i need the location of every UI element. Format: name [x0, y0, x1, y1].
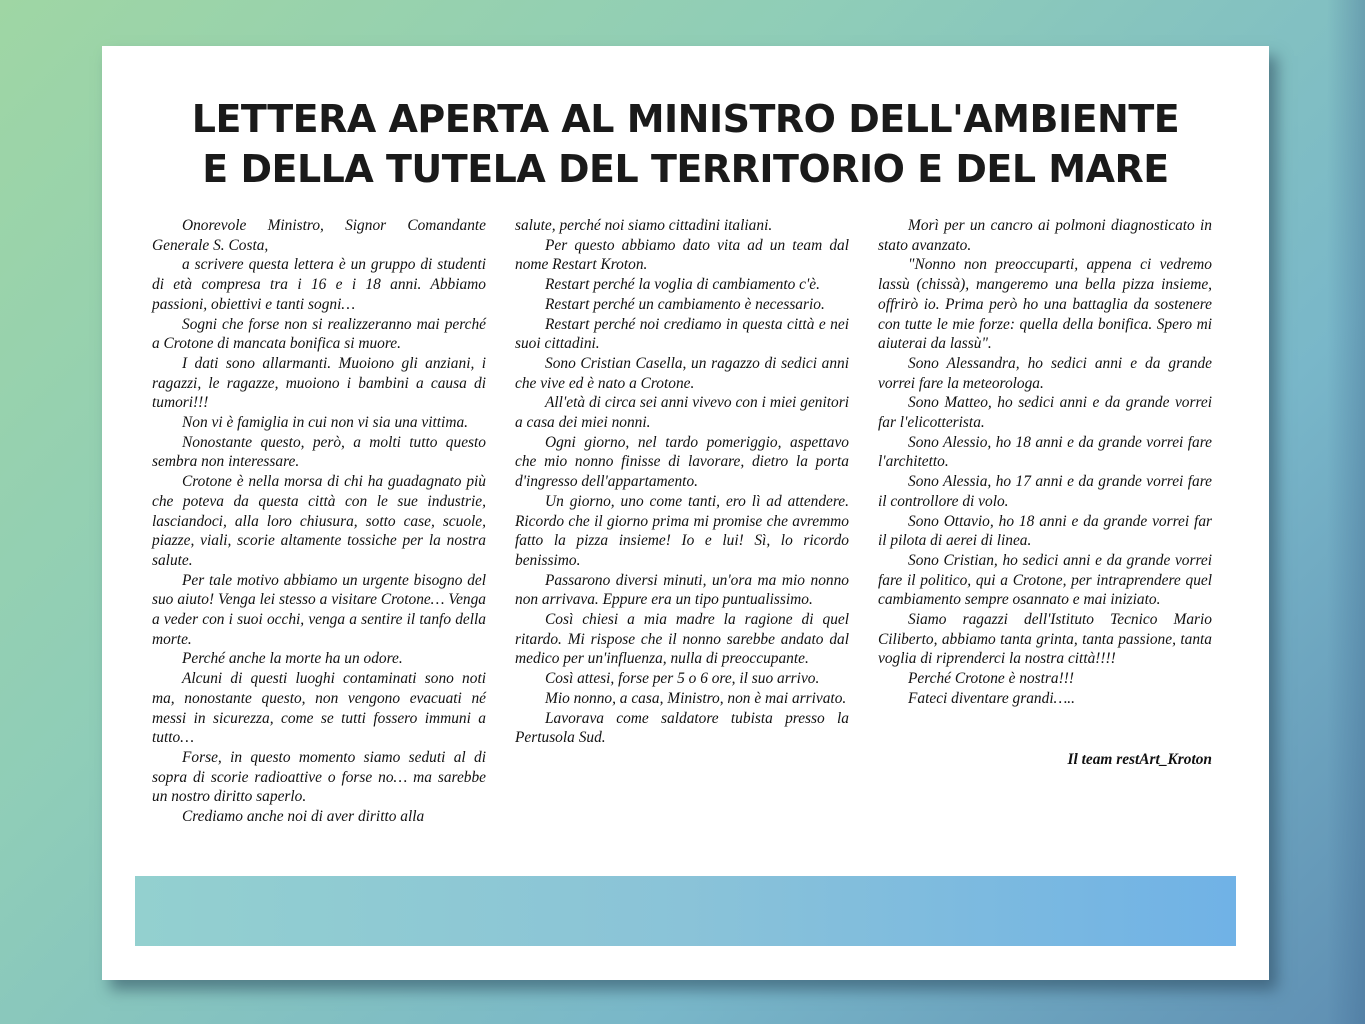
paragraph: Crotone è nella morsa di chi ha guadagnato più che poteva da questa città con le sue industrie, lasciandoci, alla loro chiusura, sotto case, scuole, piazze, viali, scorie altamente tossiche per la nostra salute.: [152, 473, 486, 569]
paragraph: Sono Alessia, ho 17 anni e da grande vorrei fare il controllore di volo.: [878, 473, 1212, 510]
paragraph: Forse, in questo momento siamo seduti al di sopra di scorie radioattive o forse no… ma sarebbe un nostro diritto saperlo.: [152, 748, 486, 806]
paragraph: salute, perché noi siamo cittadini italiani.: [515, 217, 773, 234]
column-2: [515, 216, 849, 748]
paragraph: Restart perché noi crediamo in questa città e nei suoi cittadini.: [515, 315, 849, 353]
page-title: [102, 94, 1269, 194]
column-3: [878, 216, 1212, 769]
paragraph: Sono Ottavio, ho 18 anni e da grande vorrei far il pilota di aerei di linea.: [878, 512, 1212, 550]
letter-page: [102, 46, 1269, 980]
paragraph: Così chiesi a mia madre la ragione di quel ritardo. Mi rispose che il nonno sarebbe andato dal medico per un'influenza, nulla di preoccupante.: [515, 611, 849, 668]
paragraph: Per questo abbiamo dato vita ad un team dal nome Restart Kroton.: [515, 236, 849, 274]
paragraph: Ogni giorno, nel tardo pomeriggio, aspettavo che mio nonno finisse di lavorare, dietro la porta d'ingresso dell'appartamento.: [515, 433, 849, 491]
footer-color-band: [135, 876, 1236, 946]
paragraph: "Nonno non preoccuparti, appena ci vedremo lassù (chissà), mangeremo una bella pizza insieme, offrirò io. Prima però ho una battaglia da sostenere con tutte le mie forze: quella della bonifica. Spero mi aiuterai da lassù".: [878, 256, 1212, 353]
paragraph: Restart perché la voglia di cambiamento c'è.: [545, 276, 820, 294]
paragraph: I dati sono allarmanti. Muoiono gli anziani, i ragazzi, le ragazze, muoiono i bambini a causa di tumori!!!: [152, 354, 486, 412]
paragraph: Siamo ragazzi dell'Istituto Tecnico Mario Ciliberto, abbiamo tanta grinta, tanta passione, tanta voglia di riprenderci la nostra città!!!!: [878, 611, 1212, 668]
paragraph: Per tale motivo abbiamo un urgente bisogno del suo aiuto! Venga lei stesso a visitare Crotone… Venga a veder con i suoi occhi, venga a sentire il tanfo della morte.: [152, 571, 486, 648]
paragraph: Perché anche la morte ha un odore.: [182, 650, 403, 668]
paragraph: Mio nonno, a casa, Ministro, non è mai arrivato.: [545, 689, 847, 707]
paragraph: Perché Crotone è nostra!!!: [908, 670, 1074, 688]
paragraph: Sono Alessio, ho 18 anni e da grande vorrei fare l'architetto.: [878, 433, 1212, 471]
signature: Il team restArt_Kroton: [1067, 750, 1212, 768]
column-1: [152, 216, 486, 827]
paragraph: Un giorno, uno come tanti, ero lì ad attendere. Ricordo che il giorno prima mi promise che avremmo fatto la pizza insieme! Io e lui! Sì, lo ricordo benissimo.: [515, 492, 849, 569]
paragraph: Passarono diversi minuti, un'ora ma mio nonno non arrivava. Eppure era un tipo puntualissimo.: [515, 571, 849, 609]
paragraph: All'età di circa sei anni vivevo con i miei genitori a casa dei miei nonni.: [515, 394, 849, 432]
paragraph: Nonostante questo, però, a molti tutto questo sembra non interessare.: [152, 433, 486, 471]
paragraph: a scrivere questa lettera è un gruppo di studenti di età compresa tra i 16 e i 18 anni. Abbiamo passioni, obiettivi e tanti sogni…: [152, 256, 486, 313]
paragraph: Non vi è famiglia in cui non vi sia una vittima.: [182, 414, 468, 432]
paragraph: Morì per un cancro ai polmoni diagnosticato in stato avanzato.: [878, 217, 1212, 254]
background-edge: [1327, 0, 1365, 1024]
paragraph: Sogni che forse non si realizzeranno mai perché a Crotone di mancata bonifica si muore.: [152, 315, 486, 353]
title-line-2: E DELLA TUTELA DEL TERRITORIO E DEL MARE: [202, 147, 1169, 191]
paragraph: Sono Cristian Casella, un ragazzo di sedici anni che vive ed è nato a Crotone.: [515, 354, 849, 392]
paragraph: Alcuni di questi luoghi contaminati sono noti ma, nonostante questo, non vengono evacuati né messi in sicurezza, come se tutti fossero immuni a tutto…: [152, 670, 486, 747]
paragraph: Onorevole Ministro, Signor Comandante Generale S. Costa,: [152, 217, 486, 254]
title-line-1: LETTERA APERTA AL MINISTRO DELL'AMBIENTE: [191, 97, 1180, 141]
paragraph: Restart perché un cambiamento è necessario.: [545, 295, 825, 313]
paragraph: Fateci diventare grandi…..: [908, 689, 1075, 707]
paragraph: Sono Cristian, ho sedici anni e da grande vorrei fare il politico, qui a Crotone, per intraprendere quel cambiamento sempre osannato e mai iniziato.: [878, 551, 1212, 609]
paragraph: Lavorava come saldatore tubista presso la Pertusola Sud.: [515, 709, 849, 747]
paragraph: Crediamo anche noi di aver diritto alla: [182, 808, 425, 826]
paragraph: Sono Matteo, ho sedici anni e da grande vorrei far l'elicotterista.: [878, 394, 1212, 432]
paragraph: Così attesi, forse per 5 o 6 ore, il suo arrivo.: [545, 670, 820, 688]
paragraph: Sono Alessandra, ho sedici anni e da grande vorrei fare la meteorologa.: [878, 354, 1212, 392]
